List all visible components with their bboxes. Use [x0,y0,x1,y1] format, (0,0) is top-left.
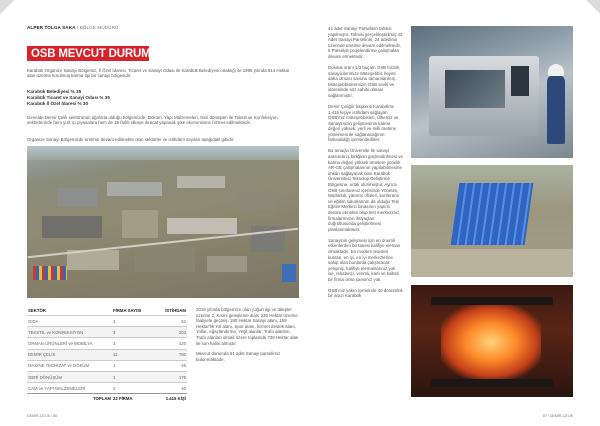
table-row [27,337,187,348]
cell-firms: 1 [113,318,116,324]
cell-firms: 1 [113,374,116,380]
table-total-row [27,393,187,403]
aerial-building [177,176,225,188]
cell-jobs: 203 [178,329,186,335]
aerial-building [207,256,247,272]
worker-helmet [548,64,564,76]
ownership-shares [27,89,110,106]
table-header-row [27,306,187,315]
aerial-photo-industrial-zone [27,146,299,298]
hall-ground [411,249,573,277]
author-name: ALPER TOLGA SAKA [27,25,76,30]
sector-employment-table [27,306,187,403]
table-row [27,349,187,360]
steel-furnace-photo [411,285,573,397]
aerial-horizon [27,146,299,160]
footer-right: 87 / DEMİR-ÇELİK [542,414,573,418]
footer-left: DEMİR-ÇELİK / 86 [27,414,58,418]
cell-sector: MAKİNE TECHİZAT ve DÖKÜM [28,363,90,369]
middle-text-column [196,307,299,362]
column-paragraph: Sanayinin gelişmesi için en önemli etkenlerden bir tanesi kalifiye eleman olmaktadır. En modern tesisleri kursan, en iyi, en iyi merkezlerine sahip olan bunlarda çalıştıracak yetişmiş, kalifiye elemanlarınız yok ise, rekabetçi, verimli, karlı ve kaliteli bir firma olma şansınız yok. [328,237,401,282]
expansion-paragraph: 2016 yılında bölgemize olan yoğun ilgi ve talepler üzerine 2. Kısmi genişleme alanı 225 Hektar üzerine faaliyete geçmiş, 180 Hektar Sanayi alanı, 159 Hektar'lık Yol alanı, Spor alanı, hizmet destek alanı, Yollar, Ağaçlandırma, Yeşil alanlar, Trafo alanları, Trafo alanları olmak üzere toplamda 739 Hektar alan ile son halini almıştır. [196,307,299,346]
share-special-admin: Karabük İl Özel İdaresi % 30 [27,100,89,106]
total-label: TOPLAM [92,396,111,402]
cnc-machine-photo [411,26,573,158]
hall-roof-blue [451,183,534,245]
aerial-building [107,182,162,196]
machine-panel [511,66,529,96]
cell-jobs: 52 [181,318,186,324]
article-title-bar [27,46,149,61]
table-row [27,326,187,337]
aerial-building [237,190,277,210]
aerial-roof-blue [282,264,296,282]
total-firms: 22 FİRMA [113,396,133,402]
share-municipality: Karabük Belediyesi % 35 [27,89,82,94]
cell-sector: GERİ DÖNÜŞÜM [28,374,62,380]
aerial-building [57,188,97,206]
cell-jobs: 45 [181,363,186,369]
cell-sector: GIDA [28,318,39,324]
aerial-container-yard [33,266,67,280]
cell-sector: ORMAN ÜRÜNLERİ ve MOBİLYA [28,340,93,346]
column-paragraph: Doluluk oranı 1/3 buçam OSB İnizde, sanayicilerimize Müteşebbis heyeti daha olması savunu tamamlanmış, Müteşebbislerimizin OSB sevki ve idaresinde söz sahibi olması sağlanmıştır. [328,64,401,98]
aerial-building [167,218,237,234]
col-header-sector: SEKTÖR [28,308,46,313]
furnace-glow [441,305,541,379]
col-header-firms: FİRMA SAYISI [113,308,142,313]
machine-window [445,70,505,108]
article-title: OSB MEVCUT DURUM [31,47,151,60]
column-paragraph: OSB'miz yakın içerisinde 40 dönümlük bir arazi Karabük [328,287,403,299]
cell-sector: DEMİR ÇELİK [28,352,56,358]
furnace-frame-top [431,297,553,305]
column-paragraph: 42 adet Sanayi Parselinin tahsisi yapılmıştır. Tahsisi gerçekleştirilmiş 42 Adet Sanayi Parselinin, 24 adedinin üzerinde üretime devam edilmektedir, 5 Parselde projelendirme çalışmaları devam etmektedir. [328,26,403,59]
column-paragraph: Bu amaçla Üniversite ile sanayi arasında iş birliğinin güçlendirilmesi ve katma değeri yüksek ürünlere yönelik AR-GE çalışmalarının yapılabilmesine imkân sağlayacak olan Karabük Üniversitesi Teknoloji Geliştirme Bölgesine, ortak olunmuştur. Ayrıca OSB sınırlarımız içerisinde Yönetim, Müdürlük, yatırımı ofisleri, konferans ve eğitim salonlarının da olduğu Teşi Eğitim Merkezi binasının yapımı devam etmekte olup test merkezimiz, firmalarımızın ihtiyaçları doğrultusunda geliştirilmesi planlanmaktadır. [328,148,403,232]
aerial-building [42,216,102,238]
col-header-jobs: İSTİHDAM [165,308,186,313]
author-role: / BÖLGE MÜDÜRÜ [75,25,119,30]
lead-paragraph: Karabük Organize Sanayi Bölgemiz, İl Özel İdaresi, Ticaret ve Sanayi Odası ile Karabük Belediyesi ortaklığı ile 1995 yılında 514 Hektar alan üzerine kurulmuş karma tipi bir sanayi bölgesidir. [27,68,290,79]
aerial-building [122,210,158,238]
aerial-building [135,246,195,272]
author-line [27,25,118,30]
parcel-count-paragraph: Mevcut durumda 51 adet Sanayi parselimiz bulunmaktadır. [196,351,281,362]
furnace-frame-bottom [431,379,553,387]
cell-sector: CAM ve YAPI MALZEMELERİ [28,385,86,391]
cell-jobs: 780 [178,352,186,358]
cell-jobs: 175 [178,374,186,380]
cell-firms: 2 [113,385,116,391]
cell-firms: 3 [113,340,116,346]
total-jobs: 1.415 KİŞİ [165,396,186,402]
table-row [27,371,187,382]
column-paragraph: Demir Çeliğin başkenti Karabük'te 1.415 kişiye istihdam sağlayan OSB'miz müteşebbisleri, Ülkemiz ve Sanayimizin gelişmesinin katma değeri yüksek, yerli ve milli üretime yönelmesi ile sağlanacağının farkındalığı içerisindedirler. [328,103,399,143]
table-row [27,382,187,393]
sector-paragraph: Genelde Demir Çelik sektörünün ağırlıkta olduğu bölgemizde, Döküm, Yapı Malzemeleri, Geri dönüşüm ile Tekstil ve Konfeksiyon sektörlerinde hem yurt içi piyasalara hem de 18 farklı ülkeye ihracat yapanak şıke ekonomisine hizmet edilmektedir. [27,115,278,126]
cell-jobs: 120 [178,340,186,346]
cell-firms: 3 [113,329,116,335]
cell-firms: 11 [113,352,118,358]
right-text-column [328,26,403,304]
cell-sector: TEKSTİL ve KONFEKSİYON [28,329,84,335]
industrial-hall-aerial-photo [411,165,573,277]
page-corner-right [586,0,600,14]
worker-figure [547,74,565,144]
cell-firms: 1 [113,363,116,369]
share-chamber: Karabük Ticaret ve Sanayi Odası % 35 [27,94,110,100]
table-row [27,315,187,326]
table-row [27,360,187,371]
cell-jobs: 40 [181,385,186,391]
page-corner-left [0,0,14,14]
table-intro-paragraph: Organize Sanayi Bölgemizde üretime devam edilmekte olan sektörler ve istihdam sayıları aşağıdaki gibidir. [27,137,235,142]
